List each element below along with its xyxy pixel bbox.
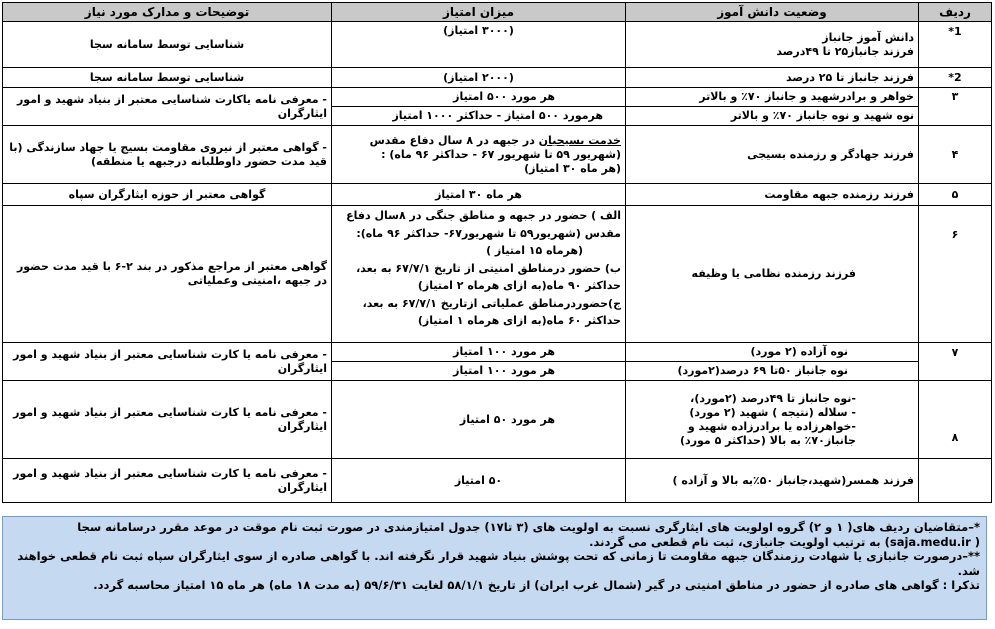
row-number: ۵: [919, 184, 992, 206]
row-score: هرمورد ۵۰۰ امتیاز - حداکثر ۱۰۰۰ امتیاز: [332, 107, 626, 126]
row-score: هر ماه ۳۰ امتیاز: [332, 184, 626, 206]
status-line: - سلاله (نتیجه ) شهید (۲ مورد): [689, 405, 856, 419]
score-line: (هر ماه ۳۰ امتیاز): [524, 161, 621, 175]
score-line: الف ) حضور در جبهه و مناطق جنگی در ۸سال دفاع: [346, 209, 621, 222]
row-score: (۲۰۰۰ امتیاز): [332, 68, 626, 88]
row-number: [919, 459, 992, 503]
header-status: وضعیت دانش آموز: [626, 3, 919, 22]
notes-box: [2, 516, 987, 620]
table-row: [3, 68, 992, 88]
row-docs: شناسایی توسط سامانه سجا: [3, 22, 332, 68]
row-status: [626, 381, 919, 459]
status-line: -خواهرزاده یا برادرزاده شهید و: [687, 419, 856, 433]
score-line: حداکثر ۶۰ ماه(به ازای هرماه ۱ امتیاز): [417, 314, 621, 327]
score-line: [336, 134, 621, 148]
row-number: ۶: [919, 206, 992, 343]
row-status: نوه آزاده (۲ مورد): [626, 343, 919, 362]
status-line: -نوه جانباز تا ۴۹درصد (۲مورد)،: [690, 391, 856, 405]
score-line: حداکثر ۹۰ ماه(به ازای هرماه ۲ امتیاز): [417, 279, 621, 292]
row-docs: گواهی معتبر از مراجع مذکور در بند ۲-۶ با قید مدت حضور در جبهه ،امنیتی وعملیاتی: [3, 206, 332, 343]
row-status: فرزند جانباز تا ۲۵ درصد: [626, 68, 919, 88]
note-line: *–متقاضیان ردیف های( ۱ و ۲) گروه اولویت های ایثارگری نسبت به اولویت های (۳ تا۱۷) جدول امتیازمندی در صورت ثبت نام موقت در موعد مقرر درسامانه سجا: [77, 520, 980, 534]
row-score: [332, 206, 626, 343]
row-status: نوه شهید و نوه جانباز ۷۰٪ و بالاتر: [626, 107, 919, 126]
table-row: [3, 206, 992, 343]
row-status: فرزند همسر(شهید،جانباز ۵۰٪به بالا و آزاده ): [626, 459, 919, 503]
score-line: ب) حضور درمناطق امنیتی از تاریخ ۶۷/۷/۱ به بعد،: [356, 261, 621, 275]
score-line: ج)حضوردرمناطق عملیاتی ازتاریخ ۶۷/۷/۱ به بعد،: [362, 296, 621, 310]
table-row: [3, 381, 992, 459]
row-docs: - گواهی معتبر از نیروی مقاومت بسیج یا جهاد سازندگی (با قید مدت حضور داوطلبانه درجبهه یا منطقه): [3, 126, 332, 184]
row-score: ۵۰ امتیاز: [332, 459, 626, 503]
note-line: ( saja.medu.ir) به ترتیب اولویت جانبازی، ثبت نام قطعی می گردند.: [589, 534, 980, 549]
table-row: [3, 88, 992, 107]
row-status: فرزند جهادگر و رزمنده بسیجی: [626, 126, 919, 184]
row-score: هر مورد ۱۰۰ امتیاز: [332, 343, 626, 362]
score-line: (هرماه ۱۵ امتیاز ): [486, 244, 583, 257]
header-docs: توضیحات و مدارک مورد نیاز: [3, 3, 332, 22]
status-line: جانباز۷۰٪ به بالا (حداکثر ۵ مورد): [680, 433, 856, 447]
row-score: هر مورد ۱۰۰ امتیاز: [332, 362, 626, 381]
score-underlined: خدمت بسیجیان: [538, 133, 621, 147]
row-score: هر مورد ۵۰ امتیاز: [332, 381, 626, 459]
row-number: ۷: [919, 343, 992, 381]
note-line: تذکرا : گواهی های صادره از حضور در مناطق امنیتی در گیر (شمال غرب ایران) از تاریخ ۵۸/۱/۱ لغایت ۵۹/۶/۳۱ (به مدت ۱۸ ماه) هر ماه ۱۵ امتیاز محاسبه گردد.: [93, 578, 980, 592]
row-status: فرزند رزمنده جبهه مقاومت: [626, 184, 919, 206]
score-rest: در جبهه در ۸ سال دفاع مقدس: [369, 133, 539, 147]
row-docs: گواهی معتبر از حوزه ایثارگران سپاه: [3, 184, 332, 206]
table-row: [3, 343, 992, 362]
score-line: (شهریور ۵۹ تا شهریور ۶۷ - حداکثر ۹۶ ماه) :: [381, 147, 621, 161]
row-docs: - معرفی نامه یا کارت شناسایی معتبر از بنیاد شهید و امور ایثارگران: [3, 459, 332, 503]
row-number: ۴: [919, 126, 992, 184]
row-score: (۳۰۰۰ امتیاز): [332, 22, 626, 68]
row-status: خواهر و برادرشهید و جانباز ۷۰٪ و بالاتر: [626, 88, 919, 107]
table-row: [3, 459, 992, 503]
row-number: ۳: [919, 88, 992, 126]
header-row-number: ردیف: [919, 3, 992, 22]
row-docs: - معرفی نامه یاکارت شناسایی معتبر از بنیاد شهید و امور ایثارگران: [3, 88, 332, 126]
row-docs: - معرفی نامه یا کارت شناسایی معتبر از بنیاد شهید و امور ایثارگران: [3, 381, 332, 459]
header-row: [3, 3, 992, 22]
table-row: [3, 126, 992, 184]
row-score: [332, 126, 626, 184]
table-row: [3, 184, 992, 206]
status-line: دانش آموز جانباز: [822, 30, 914, 44]
priority-table: [2, 2, 992, 503]
note-line: **–درصورت جانبازی یا شهادت رزمندگان جبهه مقاومت تا زمانی که تحت پوشش بنیاد شهید قرار نگرفته اند. با گواهی صادره از سوی ایثارگران سپاه ثبت نام قطعی خواهند شد.: [17, 549, 980, 578]
score-line: مقدس (شهریور۵۹ تا شهریور۶۷- حداکثر ۹۶ ماه):: [356, 226, 621, 240]
row-status: [626, 22, 919, 68]
status-line: فرزند جانباز۲۵ تا ۴۹درصد: [776, 44, 914, 58]
row-status: فرزند رزمنده نظامی یا وظیفه: [626, 206, 919, 343]
row-number: 2*: [919, 68, 992, 88]
row-number: ۸: [919, 381, 992, 459]
row-docs: - معرفی نامه یا کارت شناسایی معتبر از بنیاد شهید و امور ایثارگران: [3, 343, 332, 381]
row-number: 1*: [919, 22, 992, 68]
header-score: میزان امتیاز: [332, 3, 626, 22]
row-status: نوه جانباز ۵۰تا ۶۹ درصد(۲مورد): [626, 362, 919, 381]
row-docs: شناسایی توسط سامانه سجا: [3, 68, 332, 88]
table-row: [3, 22, 992, 68]
row-score: هر مورد ۵۰۰ امتیاز: [332, 88, 626, 107]
